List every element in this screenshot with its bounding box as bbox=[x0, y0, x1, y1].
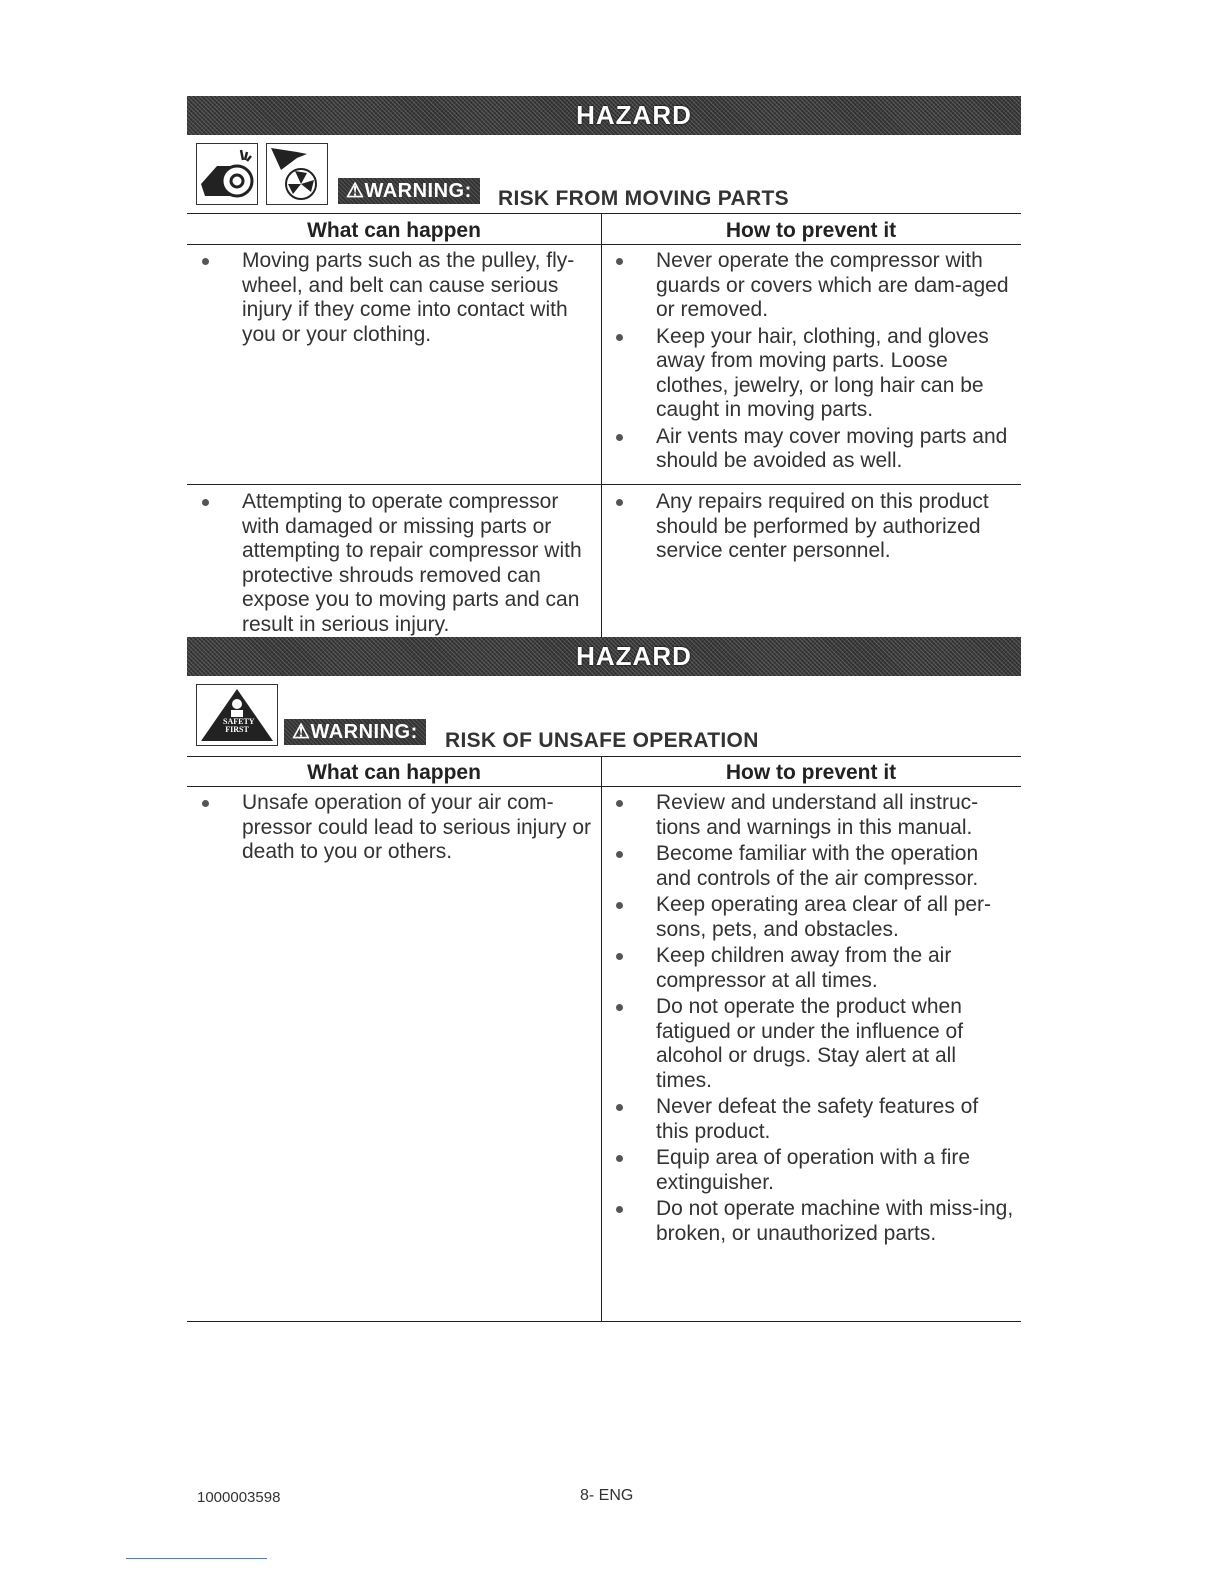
prevention-list bbox=[656, 249, 1016, 476]
section-title: RISK OF UNSAFE OPERATION bbox=[445, 729, 759, 752]
hazard-banner bbox=[187, 637, 1021, 676]
prevention-list bbox=[656, 791, 1016, 1248]
col-header-how-to-prevent: How to prevent it bbox=[725, 761, 897, 784]
list-item: Keep your hair, clothing, and gloves away from moving parts. Loose clothes, jewelry, or long hair can be caught in moving parts. bbox=[656, 325, 1016, 423]
decorative-rule bbox=[126, 1558, 267, 1559]
warning-badge bbox=[338, 178, 480, 203]
list-item: Equip area of operation with a fire extinguisher. bbox=[656, 1146, 1016, 1195]
warning-label: WARNING: bbox=[364, 180, 472, 202]
list-item: Do not operate machine with miss-ing, broken, or unauthorized parts. bbox=[656, 1197, 1016, 1246]
list-item: Review and understand all instruc-tions and warnings in this manual. bbox=[656, 791, 1016, 840]
divider bbox=[187, 756, 1021, 757]
section-title: RISK FROM MOVING PARTS bbox=[498, 187, 789, 210]
col-header-how-to-prevent: How to prevent it bbox=[725, 219, 897, 242]
hazard-label: HAZARD bbox=[576, 641, 692, 671]
hazard-list bbox=[242, 490, 597, 639]
warning-badge bbox=[284, 719, 426, 744]
divider bbox=[187, 244, 1021, 245]
hazard-list bbox=[242, 249, 597, 349]
divider bbox=[187, 786, 1021, 787]
warning-triangle-icon: ⚠ bbox=[346, 180, 365, 202]
divider bbox=[187, 213, 1021, 214]
hazard-label: HAZARD bbox=[576, 100, 692, 130]
list-item: Air vents may cover moving parts and should be avoided as well. bbox=[656, 425, 1016, 474]
list-item: Become familiar with the operation and controls of the air compressor. bbox=[656, 842, 1016, 891]
list-item: Do not operate the product when fatigued or under the influence of alcohol or drugs. Stay alert at all times. bbox=[656, 995, 1016, 1093]
list-item: Unsafe operation of your air com-pressor could lead to serious injury or death to you or others. bbox=[242, 791, 597, 865]
list-item: Keep children away from the air compressor at all times. bbox=[656, 944, 1016, 993]
list-item: Moving parts such as the pulley, fly-wheel, and belt can cause serious injury if they come into contact with you or your clothing. bbox=[242, 249, 597, 347]
hazard-list bbox=[242, 791, 597, 867]
list-item: Never defeat the safety features of this product. bbox=[656, 1095, 1016, 1144]
column-divider bbox=[601, 756, 602, 1322]
list-item: Any repairs required on this product should be performed by authorized service center personnel. bbox=[656, 490, 1016, 564]
safety-first-text: SAFETY FIRST bbox=[223, 717, 255, 734]
belt-pulley-hand-icon bbox=[196, 143, 258, 205]
hazard-banner bbox=[187, 96, 1021, 135]
list-item: Attempting to operate compressor with damaged or missing parts or attempting to repair compressor with protective shrouds removed can expose you to moving parts and can result in serious injury. bbox=[242, 490, 597, 637]
safety-first-icon bbox=[196, 684, 278, 746]
divider bbox=[187, 484, 1021, 485]
fan-hand-icon bbox=[266, 143, 328, 205]
prevention-list bbox=[656, 490, 1016, 566]
col-header-what-can-happen: What can happen bbox=[307, 761, 481, 784]
document-number: 1000003598 bbox=[197, 1489, 281, 1506]
column-divider bbox=[601, 213, 602, 637]
list-item: Keep operating area clear of all per-sons, pets, and obstacles. bbox=[656, 893, 1016, 942]
divider bbox=[187, 1321, 1021, 1322]
list-item: Never operate the compressor with guards or covers which are dam-aged or removed. bbox=[656, 249, 1016, 323]
warning-label: WARNING: bbox=[310, 721, 418, 743]
col-header-what-can-happen: What can happen bbox=[307, 219, 481, 242]
warning-triangle-icon: ⚠ bbox=[292, 721, 311, 743]
page-number: 8- ENG bbox=[580, 1487, 634, 1504]
